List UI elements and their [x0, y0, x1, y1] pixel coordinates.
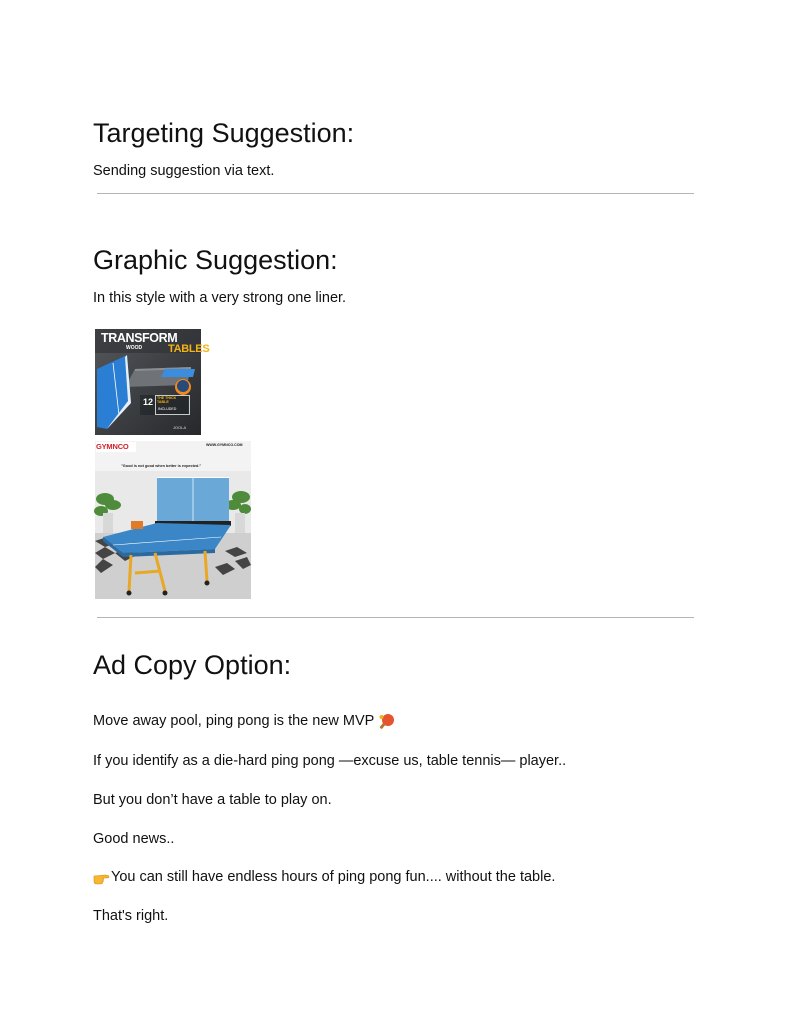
graphic-heading: Graphic Suggestion:	[93, 245, 338, 275]
adcopy-line-4: Good news..	[93, 831, 175, 847]
adcopy-heading: Ad Copy Option:	[93, 650, 292, 680]
image1-highlight: TABLES	[168, 343, 210, 355]
image1-subline: WOOD	[126, 345, 143, 351]
image2-url: WWW.GYMNCO.COM	[206, 443, 243, 447]
example-ad-image-gymnco	[95, 441, 251, 599]
ping-pong-paddle-icon	[378, 713, 395, 730]
image1-brand: JOOLA	[173, 425, 187, 430]
divider	[97, 193, 694, 194]
pointing-hand-icon	[93, 869, 111, 885]
image1-headline: TRANSFORM	[101, 331, 178, 345]
targeting-heading: Targeting Suggestion:	[93, 118, 355, 148]
image1-badge-number: 12	[143, 397, 154, 407]
image1-badge-text: THE THICK TABLE	[157, 396, 177, 404]
adcopy-line-5: You can still have endless hours of ping pong fun.... without the table.	[93, 868, 555, 886]
adcopy-line-3: But you don’t have a table to play on.	[93, 792, 332, 808]
divider	[97, 617, 694, 618]
adcopy-line-6: That's right.	[93, 908, 169, 924]
graphic-text: In this style with a very strong one liner.	[93, 290, 347, 306]
adcopy-line-1: Move away pool, ping pong is the new MVP	[93, 712, 395, 730]
targeting-text: Sending suggestion via text.	[93, 163, 275, 179]
adcopy-line-2: If you identify as a die-hard ping pong —excuse us, table tennis— player..	[93, 753, 567, 769]
image2-quote: "Good is not good when better is expected."	[121, 464, 202, 468]
image2-logo: GYMNCO	[96, 442, 129, 451]
image1-badge-included: INCLUDED	[158, 407, 177, 411]
example-ad-image-transform-tables	[95, 329, 210, 435]
